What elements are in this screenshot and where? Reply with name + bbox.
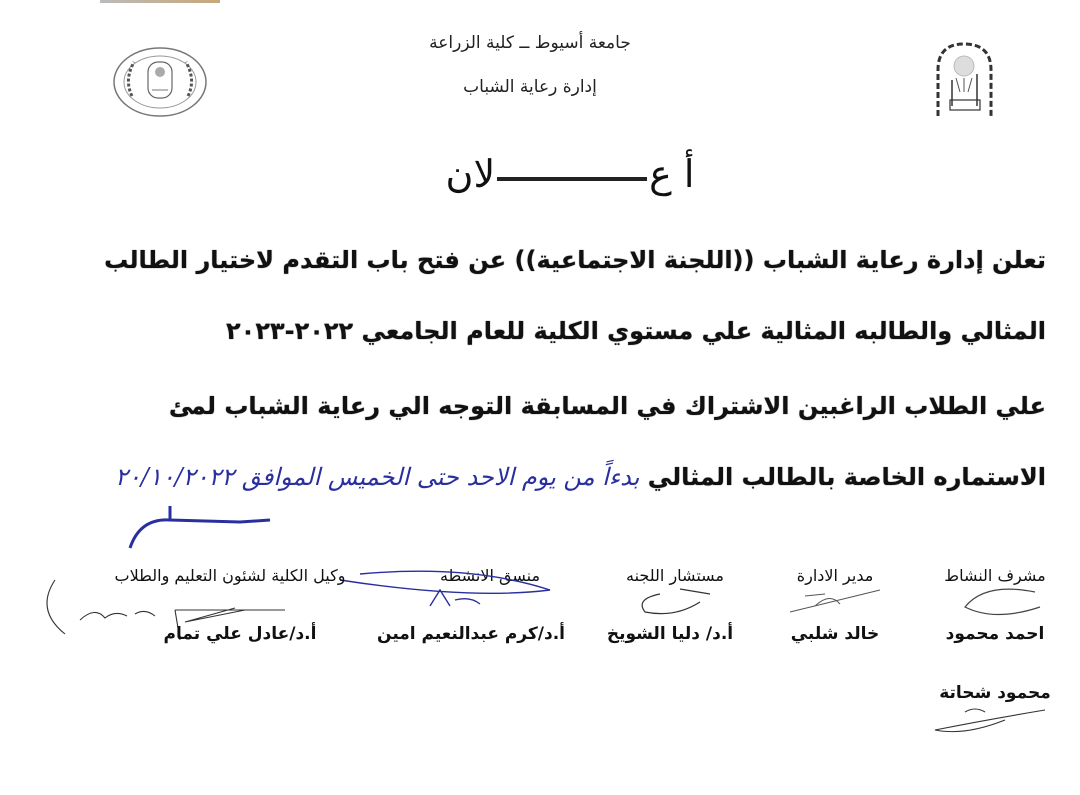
body-line-3: علي الطلاب الراغبين الاشتراك في المسابقة التوجه الي رعاية الشباب لمئ [168,392,1046,420]
title-end: لان [445,152,496,196]
signature-mark-6 [925,700,1055,740]
handwritten-underline [110,500,280,550]
assiut-university-logo-icon [932,40,997,120]
department-line: إدارة رعاية الشباب [463,77,597,97]
scan-edge [100,0,220,3]
signature-title-activity-supervisor: مشرف النشاط [944,566,1046,585]
title-start: أ ع [649,152,695,196]
signature-mark-1 [955,582,1045,622]
signature-name-activity-supervisor: احمد محمود [945,624,1045,644]
body-line-1: تعلن إدارة رعاية الشباب ((اللجنة الاجتماعية)) عن فتح باب التقدم لاختيار الطالب [104,246,1046,274]
signature-name-extra: محمود شحاتة [939,683,1051,703]
signature-mark-2 [785,582,885,622]
faculty-seal-icon [110,44,210,120]
signature-title-activities-coordinator: منسق الانشطه [439,566,541,585]
signature-title-department-manager: مدير الادارة [796,566,874,585]
signature-mark-3 [630,584,720,620]
handwritten-date-note: بدءاً من يوم الاحد حتى الخميس الموافق ٢٠/١٠/٢٠٢٢ [114,463,640,491]
signature-name-vice-dean: أ.د/عادل علي تمام [163,624,317,644]
body-line-2: المثالي والطالبه المثالية علي مستوي الكلية للعام الجامعي ٢٠٢٢-٢٠٢٣ [226,317,1046,345]
signature-title-vice-dean: وكيل الكلية لشئون التعليم والطلاب [114,566,346,585]
university-line: جامعة أسيوط ــ كلية الزراعة [429,33,631,53]
signature-title-committee-advisor: مستشار اللجنه [626,566,724,585]
page-title [420,152,720,196]
signature-name-department-manager: خالد شلبي [790,624,880,644]
signature-name-committee-advisor: أ.د/ دليا الشويخ [606,624,734,644]
signature-name-activities-coordinator: أ.د/كرم عبدالنعيم امين [377,624,565,644]
body-line-4 [115,463,1046,491]
title-kashida [497,177,647,181]
body-line-4-printed: الاستماره الخاصة بالطالب المثالي [647,463,1046,491]
